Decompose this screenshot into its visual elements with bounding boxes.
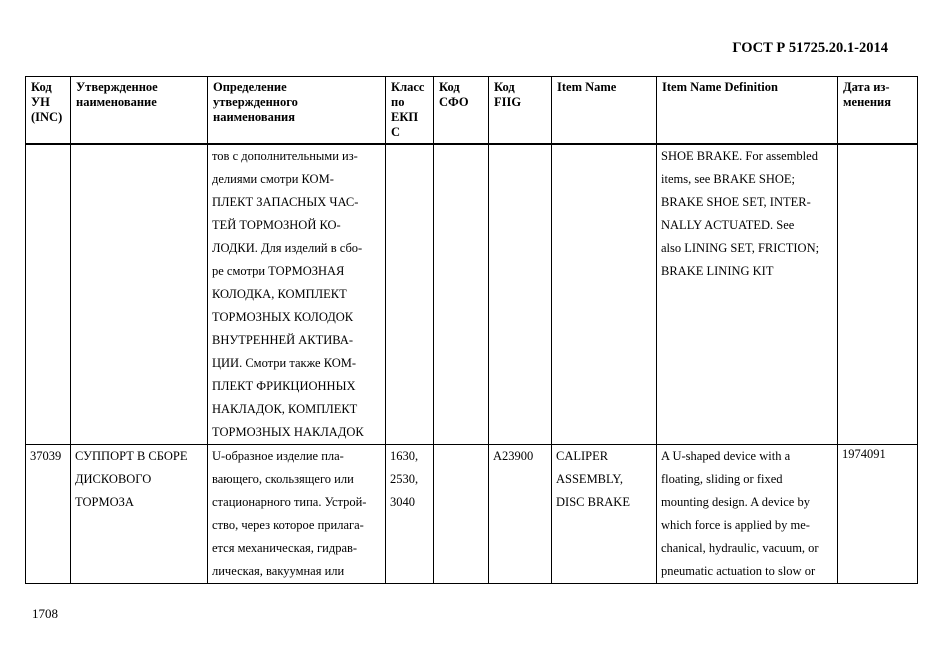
cell-text-line: SHOE BRAKE. For assembled xyxy=(661,149,818,163)
cell-text-line: ТОРМОЗНЫХ НАКЛАДОК xyxy=(212,425,364,439)
cell-text-line: BRAKE LINING KIT xyxy=(661,264,774,278)
cell-text-line: which force is applied by me- xyxy=(661,518,810,532)
column-header-line: Код xyxy=(494,80,515,94)
change-date-cell xyxy=(838,445,918,584)
definition-cell xyxy=(208,144,386,445)
cell-text-line: also LINING SET, FRICTION; xyxy=(661,241,820,255)
column-header-line: Item Name Definition xyxy=(662,80,778,94)
cell-text-line: 1630, xyxy=(390,449,419,463)
approved-name-cell xyxy=(71,144,208,445)
cell-text-line: ТОРМОЗА xyxy=(75,495,134,509)
document-header: ГОСТ Р 51725.20.1-2014 xyxy=(732,40,888,56)
column-header xyxy=(838,77,918,145)
cell-text-line: chanical, hydraulic, vacuum, or xyxy=(661,541,819,555)
column-header-line: ЕКП xyxy=(391,110,419,124)
cell-text-line: 1974091 xyxy=(842,447,886,461)
definition-cell xyxy=(208,445,386,584)
cell-text-line: ТЕЙ ТОРМОЗНОЙ КО- xyxy=(212,218,341,232)
cell-text-line: NALLY ACTUATED. See xyxy=(661,218,795,232)
column-header-line: Определение xyxy=(213,80,287,94)
column-header-line: Item Name xyxy=(557,80,617,94)
column-header xyxy=(434,77,489,145)
cell-text-line: pneumatic actuation to slow or xyxy=(661,564,816,578)
cell-text-line: mounting design. A device by xyxy=(661,495,810,509)
item-name-cell xyxy=(552,144,657,445)
cell-text-line: 3040 xyxy=(390,495,415,509)
cell-text-line: делиями смотри КОМ- xyxy=(212,172,334,186)
cell-text-line: вающего, скользящего или xyxy=(212,472,354,486)
column-header xyxy=(657,77,838,145)
column-header-line: утвержденного xyxy=(213,95,298,109)
column-header-line: Утвержденное xyxy=(76,80,158,94)
cell-text-line: DISC BRAKE xyxy=(556,495,630,509)
cell-text-line: ВНУТРЕННЕЙ АКТИВА- xyxy=(212,333,354,347)
cell-text-line: ТОРМОЗНЫХ КОЛОДОК xyxy=(212,310,354,324)
inc-code-cell xyxy=(26,445,71,584)
item-definition-cell xyxy=(657,445,838,584)
table-header-row xyxy=(26,77,918,145)
cell-text-line: ЦИИ. Смотри также КОМ- xyxy=(212,356,357,370)
column-header-line: наименования xyxy=(213,110,296,124)
cell-text-line: ПЛЕКТ ФРИКЦИОННЫХ xyxy=(212,379,356,393)
column-header-line: Код xyxy=(439,80,460,94)
column-header xyxy=(552,77,657,145)
cell-text-line: ется механическая, гидрав- xyxy=(212,541,358,555)
cell-text-line: ДИСКОВОГО xyxy=(75,472,152,486)
cell-text-line: U-образное изделие пла- xyxy=(212,449,344,463)
cell-text-line: items, see BRAKE SHOE; xyxy=(661,172,796,186)
inc-code-cell xyxy=(26,144,71,445)
cell-text-line: КОЛОДКА, КОМПЛЕКТ xyxy=(212,287,347,301)
column-header-line: Класс xyxy=(391,80,425,94)
column-header-line: FIIG xyxy=(494,95,522,109)
column-header xyxy=(386,77,434,145)
approved-name-cell xyxy=(71,445,208,584)
sfo-code-cell xyxy=(434,144,489,445)
fiig-code-cell xyxy=(489,144,552,445)
cell-text-line: A U-shaped device with a xyxy=(661,449,791,463)
column-header-line: по xyxy=(391,95,405,109)
cell-text-line: 37039 xyxy=(30,449,62,463)
cell-text-line: ре смотри ТОРМОЗНАЯ xyxy=(212,264,345,278)
column-header-line: (INC) xyxy=(31,110,63,124)
column-header xyxy=(208,77,386,145)
fiig-code-cell xyxy=(489,445,552,584)
column-header xyxy=(489,77,552,145)
cell-text-line: BRAKE SHOE SET, INTER- xyxy=(661,195,811,209)
cell-text-line: ASSEMBLY, xyxy=(556,472,623,486)
cell-text-line: A23900 xyxy=(493,449,534,463)
column-header-line: наименование xyxy=(76,95,157,109)
cell-text-line: лическая, вакуумная или xyxy=(212,564,345,578)
class-cell xyxy=(386,445,434,584)
column-header-line: СФО xyxy=(439,95,469,109)
cell-text-line: НАКЛАДОК, КОМПЛЕКТ xyxy=(212,402,358,416)
cell-text-line: ПЛЕКТ ЗАПАСНЫХ ЧАС- xyxy=(212,195,359,209)
column-header-line: Дата из- xyxy=(843,80,890,94)
cell-text-line: floating, sliding or fixed xyxy=(661,472,783,486)
cell-text-line: ство, через которое прилага- xyxy=(212,518,364,532)
page-number: 1708 xyxy=(32,606,58,621)
column-header-line: Код xyxy=(31,80,52,94)
item-definition-cell xyxy=(657,144,838,445)
column-header xyxy=(26,77,71,145)
cell-text-line: CALIPER xyxy=(556,449,609,463)
cell-text-line: СУППОРТ В СБОРЕ xyxy=(75,449,188,463)
column-header-line: менения xyxy=(843,95,891,109)
class-cell xyxy=(386,144,434,445)
cell-text-line: 2530, xyxy=(390,472,419,486)
column-header xyxy=(71,77,208,145)
cell-text-line: стационарного типа. Устрой- xyxy=(212,495,367,509)
sfo-code-cell xyxy=(434,445,489,584)
cell-text-line: тов с дополнительными из- xyxy=(212,149,358,163)
column-header-line: УН xyxy=(31,95,50,109)
column-header-line: С xyxy=(391,125,401,139)
cell-text-line: ЛОДКИ. Для изделий в сбо- xyxy=(212,241,363,255)
table-row xyxy=(26,445,918,584)
catalog-table xyxy=(25,76,918,584)
table-row xyxy=(26,144,918,445)
item-name-cell xyxy=(552,445,657,584)
change-date-cell xyxy=(838,144,918,445)
